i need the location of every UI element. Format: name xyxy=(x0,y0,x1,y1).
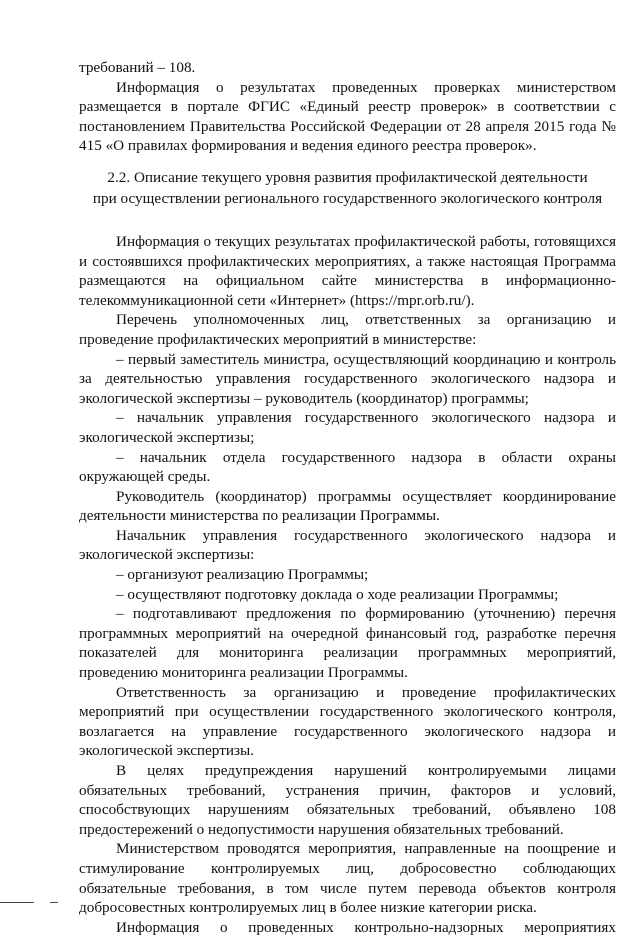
section-heading-line-1: 2.2. Описание текущего уровня развития профилактической деятельности xyxy=(107,168,588,186)
paragraph-responsibility: Ответственность за организацию и проведение профилактических мероприятий при осуществлении государственного экологического контроля, возлагается на управление государственного экологического надзора и экологической экспертизы. xyxy=(79,683,616,760)
paragraph-coordinator: Руководитель (координатор) программы осуществляет координирование деятельности министерства по реализации Программы. xyxy=(79,487,616,525)
list-item-organize: – организуют реализацию Программы; xyxy=(116,566,369,584)
paragraph-program-website: Информация о текущих результатах профилактической работы, готовящихся и состоявшихся профилактических мероприятиях, а также настоящая Программа размещаются на официальном сайте министерства в информационно-телекоммуникационной сети «Интернет» (https://mpr.orb.ru/). xyxy=(79,232,616,309)
list-item-report: – осуществляют подготовку доклада о ходе реализации Программы; xyxy=(116,585,559,603)
paragraph-requirements-count: требований – 108. xyxy=(79,59,196,76)
scan-edge-mark-right xyxy=(50,902,58,903)
spacer xyxy=(79,218,616,232)
section-heading-line-2: при осуществлении регионального государственного экологического контроля xyxy=(92,189,603,207)
paragraph-incentives: Министерством проводятся мероприятия, направленные на поощрение и стимулирование контролируемых лиц, добросовестно соблюдающих обязательные требования, в том числе путем перевода объектов контроля добросовестных контролируемых лиц в более низкие категории риска. xyxy=(79,840,616,917)
paragraph-control-info: Информация о проведенных контрольно-надзорных мероприятиях xyxy=(116,918,616,936)
list-item-head-of-department: – начальник отдела государственного надзора в области охраны окружающей среды. xyxy=(79,448,616,486)
section-heading xyxy=(79,167,616,209)
list-item-proposals: – подготавливают предложения по формированию (уточнению) перечня программных мероприятий на очередной финансовый год, разработке перечня показателей для мониторинга реализации программных мероприятий, проведению мониторинга реализации Программы. xyxy=(79,605,616,682)
paragraph-responsible-list-intro: Перечень уполномоченных лиц, ответственных за организацию и проведение профилактических мероприятий в министерстве: xyxy=(79,311,616,348)
list-item-first-deputy: – первый заместитель министра, осуществляющий координацию и контроль за деятельностью управления государственного экологического надзора и экологической экспертизы – руководитель (координатор) программы; xyxy=(79,350,616,407)
list-item-head-of-directorate: – начальник управления государственного экологического надзора и экологической экспертизы; xyxy=(79,409,616,446)
paragraph-inspection-portal: Информация о результатах проведенных проверках министерством размещается в портале ФГИС «Единый реестр проверок» в соответствии с постановлением Правительства Российской Федерации от 28 апреля 2015 года № 415 «О правилах формирования и ведения единого реестра проверок». xyxy=(79,78,616,155)
scan-edge-mark-left xyxy=(0,902,34,903)
document-page xyxy=(79,58,616,937)
paragraph-warnings: В целях предупреждения нарушений контролируемыми лицами обязательных требований, устранения причин, факторов и условий, способствующих нарушениям обязательных требований, объявлено 108 предостережений о недопустимости нарушения обязательных требований. xyxy=(79,762,616,838)
paragraph-head-duties-intro: Начальник управления государственного экологического надзора и экологической экспертизы: xyxy=(79,526,616,564)
